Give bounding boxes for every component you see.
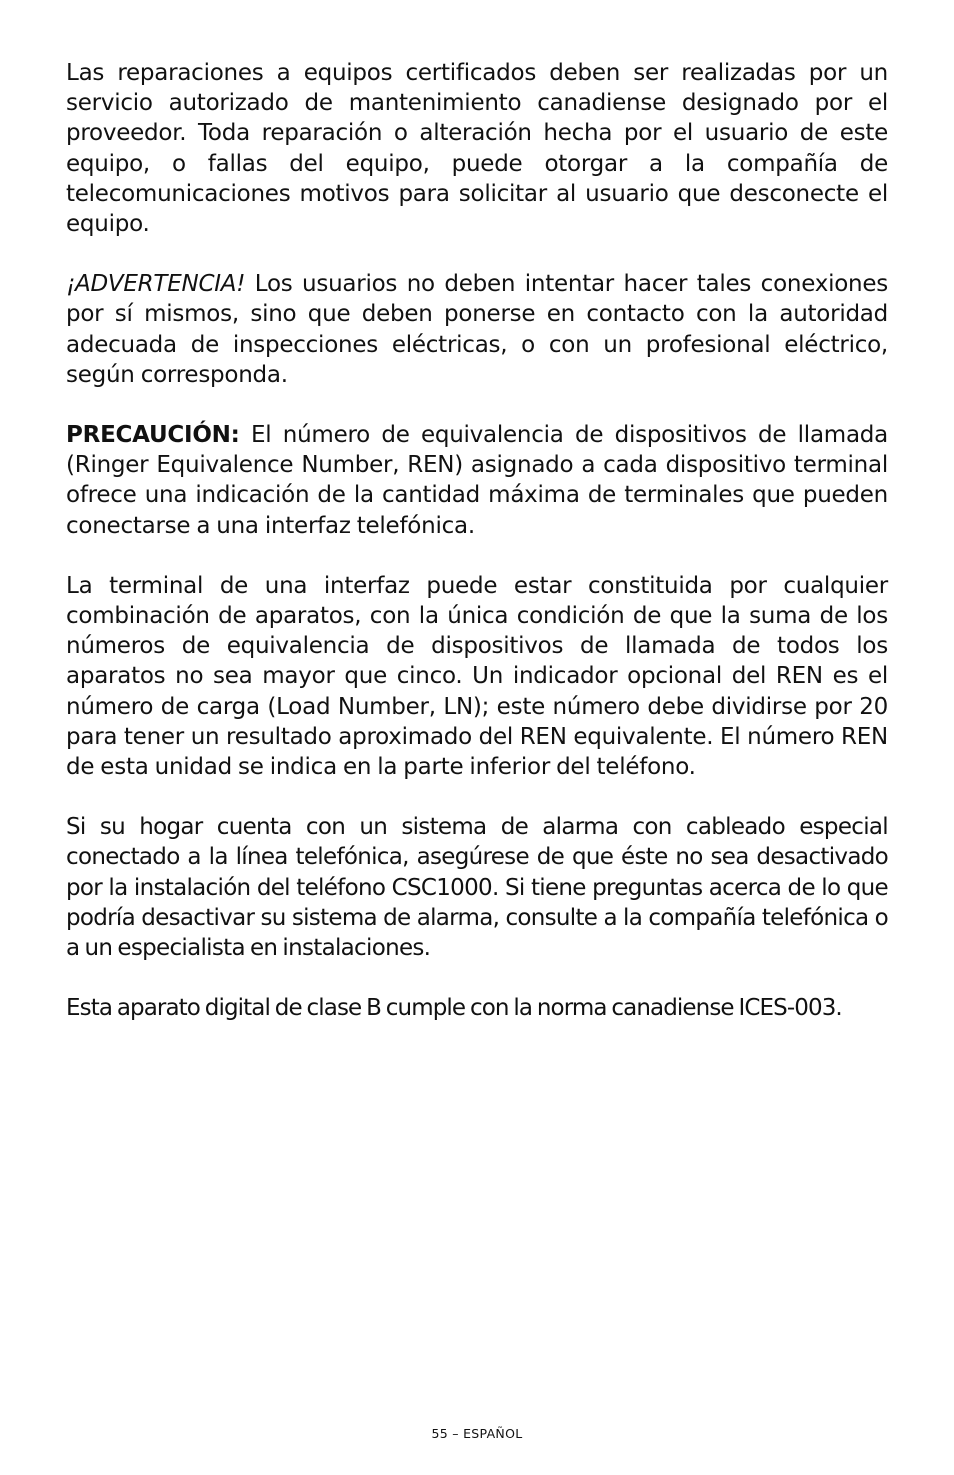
warning-lead: ¡ADVERTENCIA! — [66, 271, 246, 298]
ices-compliance-statement: Esta aparato digital de clase B cumple con la norma canadiense ICES-003. — [66, 995, 842, 1022]
caution-lead: PRECAUCIÓN: — [66, 422, 240, 449]
caution-paragraph — [66, 420, 888, 541]
repairs-paragraph: Las reparaciones a equipos certificados deben ser realizadas por un servicio autorizado de mantenimiento canadiense designado por el proveedor. Toda reparación o alteración hecha por el usuario de este equipo, o fallas del equipo, puede otorgar a la compañía de telecomunicaciones motivos para solicitar al usuario que desconecte el equipo. — [66, 60, 888, 238]
alarm-paragraph: Si su hogar cuenta con un sistema de alarma con cableado especial conectado a la línea telefónica, asegúrese de que éste no sea desactivado por la instalación del teléfono CSC1000. Si tiene preguntas acerca de lo que podría desactivar su sistema de alarma, consulte a la compañía telefónica o a un especialista en instalaciones. — [66, 814, 888, 962]
warning-paragraph — [66, 269, 888, 390]
warning-body: Los usuarios no deben intentar hacer tales conexiones por sí mismos, sino que deben ponerse en contacto con la autoridad adecuada de inspecciones eléctricas, o con un profesional eléctrico, según corresponda. — [66, 271, 888, 388]
caution-body: El número de equivalencia de dispositivos de llamada (Ringer Equivalence Number, REN) asignado a cada dispositivo terminal ofrece una indicación de la cantidad máxima de terminales que pueden conectarse a una interfaz telefónica. — [66, 422, 888, 539]
page-number-footer: 55 – ESPAÑOL — [431, 1426, 523, 1441]
ren-paragraph: La terminal de una interfaz puede estar constituida por cualquier combinación de aparatos, con la única condición de que la suma de los números de equivalencia de dispositivos de llamada de todos los aparatos no sea mayor que cinco. Un indicador opcional del REN es el número de carga (Load Number, LN); este número debe dividirse por 20 para tener un resultado aproximado del REN equivalente. El número REN de esta unidad se indica en la parte inferior del teléfono. — [66, 572, 888, 781]
page-content — [66, 58, 888, 1023]
